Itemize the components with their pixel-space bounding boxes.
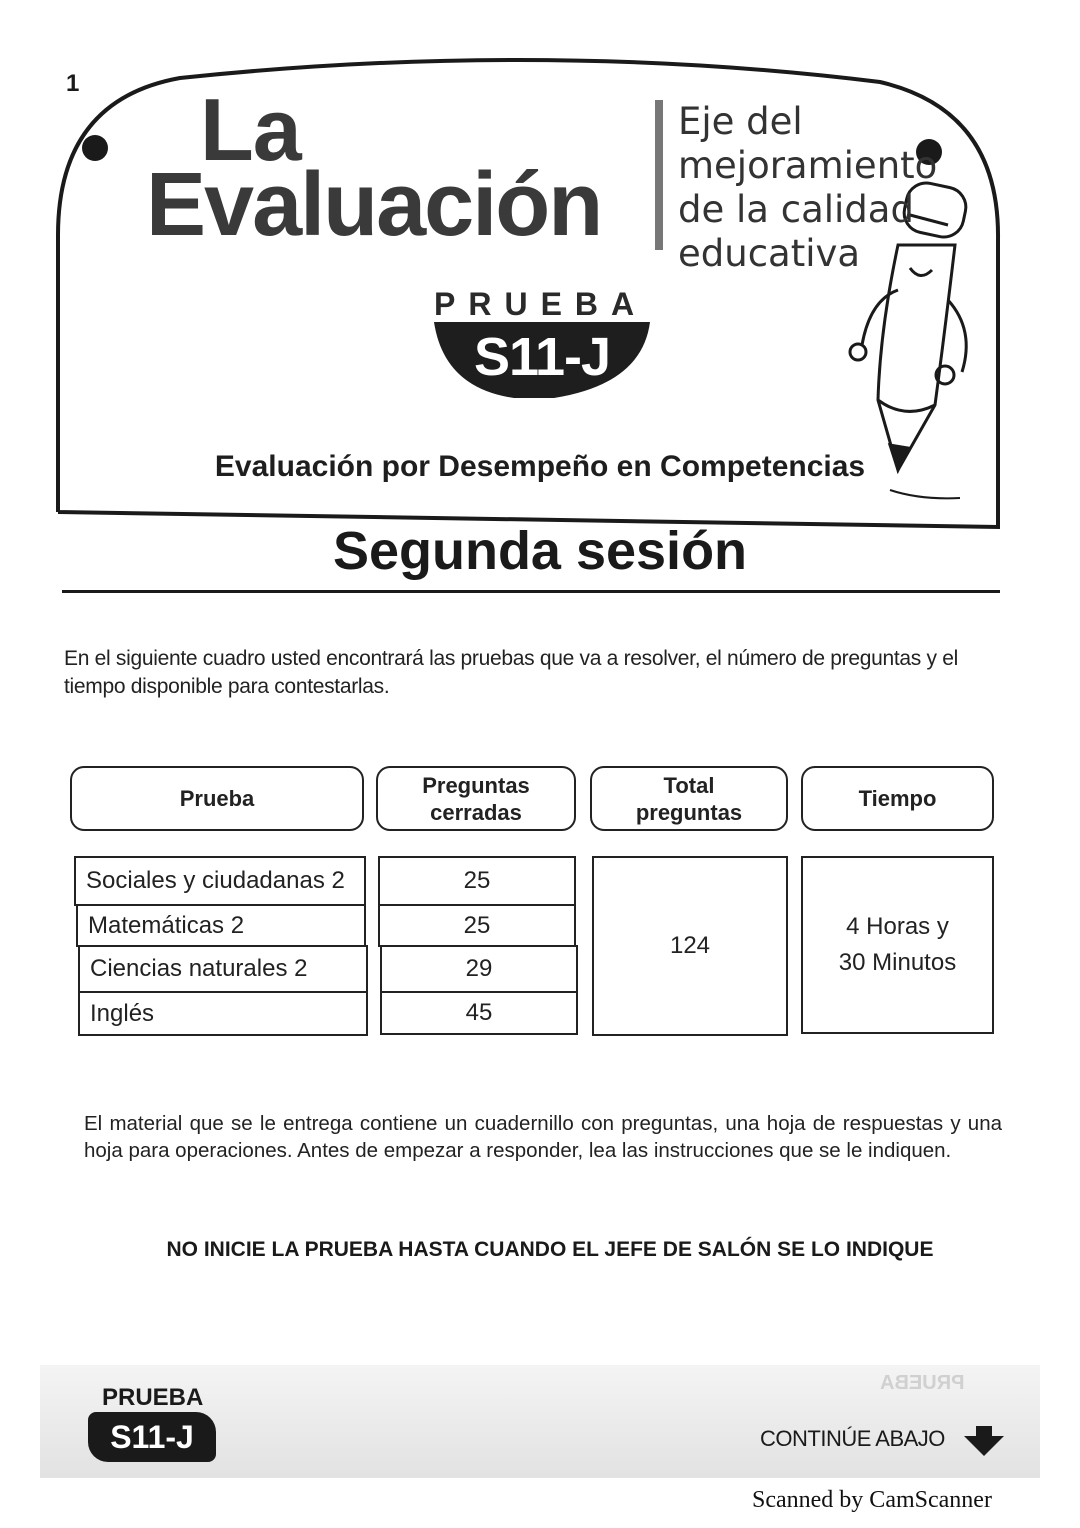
session-title: Segunda sesión [332,521,748,581]
table-row-count: 45 [380,991,578,1035]
divider [62,590,1000,593]
header-preguntas-cerradas [376,766,576,831]
table-row-name: Inglés [78,991,368,1036]
header-label-line: Preguntas [422,772,530,798]
header-total-preguntas [590,766,788,831]
title-divider [655,100,663,250]
subtitle: Evaluación por Desempeño en Competencias [214,450,866,483]
header-prueba [70,766,364,831]
scanner-watermark: Scanned by CamScanner [752,1487,992,1513]
title-line-2: Evaluación [146,155,602,255]
time-cell [801,856,994,1034]
footer-prueba-label: PRUEBA [102,1384,204,1411]
total-questions-value: 124 [669,932,711,959]
page-number: 1 [66,70,80,97]
total-questions-cell [592,856,788,1036]
tagline-line: Eje del [678,100,803,143]
test-code: S11-J [473,327,611,387]
time-value-line: 4 Horas y [846,913,949,940]
material-paragraph: El material que se le entrega contiene un cuadernillo con preguntas, una hoja de respuestas y una hoja para operaciones. Antes de empezar a responder, lea las instrucciones que se le indiquen. [84,1112,1002,1162]
header-tiempo-label: Tiempo [858,786,937,811]
intro-paragraph: En el siguiente cuadro usted encontrará las pruebas que va a resolver, el número de preguntas y el tiempo disponible para contestarlas. [64,647,959,698]
ghost-prueba-label: PRUEBA [880,1372,965,1394]
continue-label: CONTINÚE ABAJO [760,1426,945,1451]
header-label-line: cerradas [430,799,522,825]
tagline-line: de la calidad [678,188,914,231]
tagline [678,100,937,276]
arrow-down-icon [964,1426,1004,1456]
time-value-line: 30 Minutos [838,949,957,976]
header-prueba-label: Prueba [179,786,255,811]
footer-code-badge [88,1412,216,1462]
prueba-label: PRUEBA [434,286,648,322]
title-line-1: La [200,80,301,179]
table-row-count: 29 [380,945,578,993]
table-row-name: Sociales y ciudadanas 2 [74,856,366,906]
table-row-count: 25 [378,856,576,906]
warning-notice: NO INICIE LA PRUEBA HASTA CUANDO EL JEFE DE SALÓN SE LO INDIQUE [166,1238,934,1261]
header-label-line: preguntas [635,799,743,825]
tagline-line: educativa [678,232,861,275]
table-row-count: 25 [378,904,576,947]
tagline-line: mejoramiento [678,144,938,187]
footer-code: S11-J [110,1418,194,1455]
header-tiempo [801,766,994,831]
table-row-name: Ciencias naturales 2 [78,945,368,993]
header-label-line: Total [663,772,715,798]
table-row-name: Matemáticas 2 [76,904,366,947]
